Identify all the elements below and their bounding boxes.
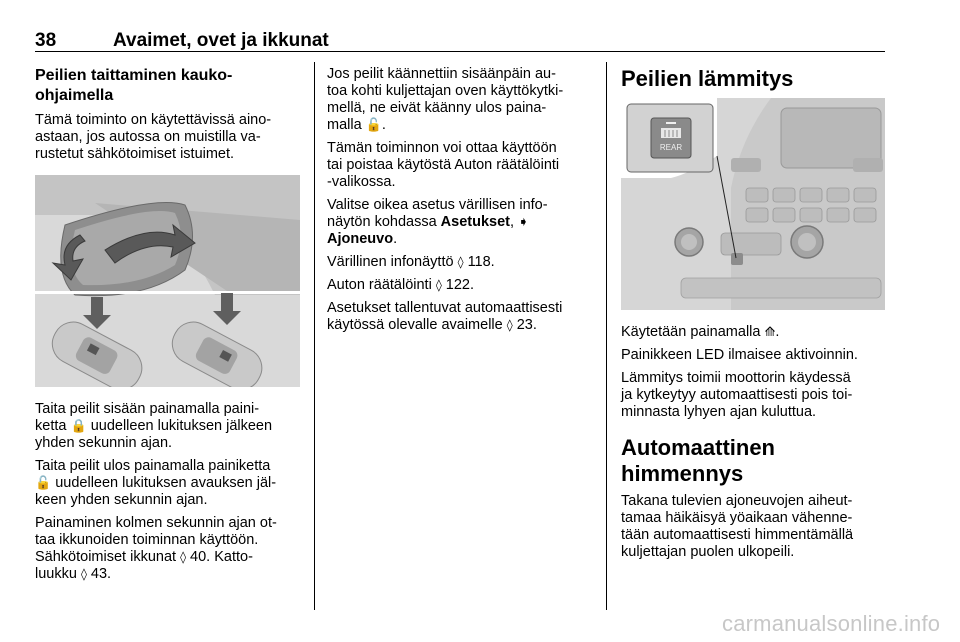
cross-reference-icon: ◊ (457, 255, 464, 269)
rear-heater-icon: ⟰ (764, 325, 776, 340)
watermark: carmanualsonline.info (722, 611, 941, 636)
rear-label: REAR (659, 143, 683, 152)
key-memory-paragraph: Asetukset tallentuvat automaattisesti käytössä olevalle avaimelle ◊ 23. (327, 300, 563, 333)
reference-info-display: Värillinen infonäyttö ◊ 118. (327, 254, 495, 270)
heating-use-text: Käytetään painamalla ⟰. (621, 324, 780, 340)
mirror-key-illustration (35, 175, 300, 387)
section-heading-auto-dimming: Automaattinen himmennys (621, 435, 775, 486)
page-number: 38 (35, 30, 57, 51)
intro-paragraph: Tämä toiminto on käytettävissä aino- astaan, jos autossa on muistilla va- rustetut sähkötoimiset istuimet. (35, 112, 272, 162)
reference-personalisation: Auton räätälöinti ◊ 122. (327, 277, 475, 293)
page-header (35, 30, 885, 52)
cross-reference-icon: ◊ (180, 550, 187, 564)
fold-out-instruction: Taita peilit ulos painamalla painiketta 🔓 uudelleen lukituksen avauksen jäl- keen yhden sekunnin ajan. (35, 458, 277, 508)
column-divider-2 (606, 62, 607, 610)
left-column (35, 66, 300, 589)
fold-in-instruction: Taita peilit sisään painamalla paini- ketta 🔒 uudelleen lukituksen jälkeen yhden sekunnin ajan. (35, 401, 273, 451)
column-divider-1 (314, 62, 315, 610)
heating-behaviour-text: Lämmitys toimii moottorin käydessä ja kytkeytyy automaattisesti pois toi- minnasta lyhyen ajan kuluttua. (621, 370, 853, 420)
right-column (621, 66, 887, 565)
menu-arrow-icon: ➧ (518, 215, 529, 230)
chapter-title: Avaimet, ovet ja ikkunat (113, 30, 329, 51)
lock-icon: 🔒 (70, 419, 87, 434)
section-heading-mirror-folding: Peilien taittaminen kauko- ohjaimella (35, 67, 233, 104)
cross-reference-icon: ◊ (506, 318, 513, 332)
hold-instruction: Painaminen kolmen sekunnin ajan ot- taa ikkunoiden toiminnan käyttöön. Sähkötoimiset ikkunat ◊ 40. Katto- luukku ◊ 43. (35, 515, 277, 582)
driver-door-paragraph: Jos peilit käännettiin sisäänpäin au- toa kohti kuljettajan oven käyttökytki- mellä, ne eivät käänny ulos paina- malla 🔓. (327, 66, 564, 133)
menu-settings-label: Asetukset (440, 214, 510, 230)
unlock-icon: 🔓 (35, 476, 52, 491)
personalisation-paragraph: Tämän toiminnon voi ottaa käyttöön tai poistaa käytöstä Auton räätälöinti -valikossa. (327, 140, 560, 190)
auto-dimming-text: Takana tulevien ajoneuvojen aiheut- tamaa häikäisyä yöaikaan vähenne- tään automaattisesti himmentämällä kuljettajan puolen ulkopeili. (621, 493, 854, 560)
unlock-icon: 🔓 (365, 118, 382, 133)
cross-reference-icon: ◊ (435, 278, 442, 292)
heating-led-text: Painikkeen LED ilmaisee aktivoinnin. (621, 347, 858, 363)
dashboard-heater-illustration (621, 98, 885, 310)
settings-paragraph: Valitse oikea asetus värillisen info- näytön kohdassa Asetukset, ➧ Ajoneuvo. (327, 197, 548, 247)
cross-reference-icon: ◊ (80, 567, 87, 581)
section-heading-mirror-heating: Peilien lämmitys (621, 66, 794, 91)
middle-column (327, 66, 592, 340)
menu-vehicle-label: Ajoneuvo (327, 231, 394, 247)
